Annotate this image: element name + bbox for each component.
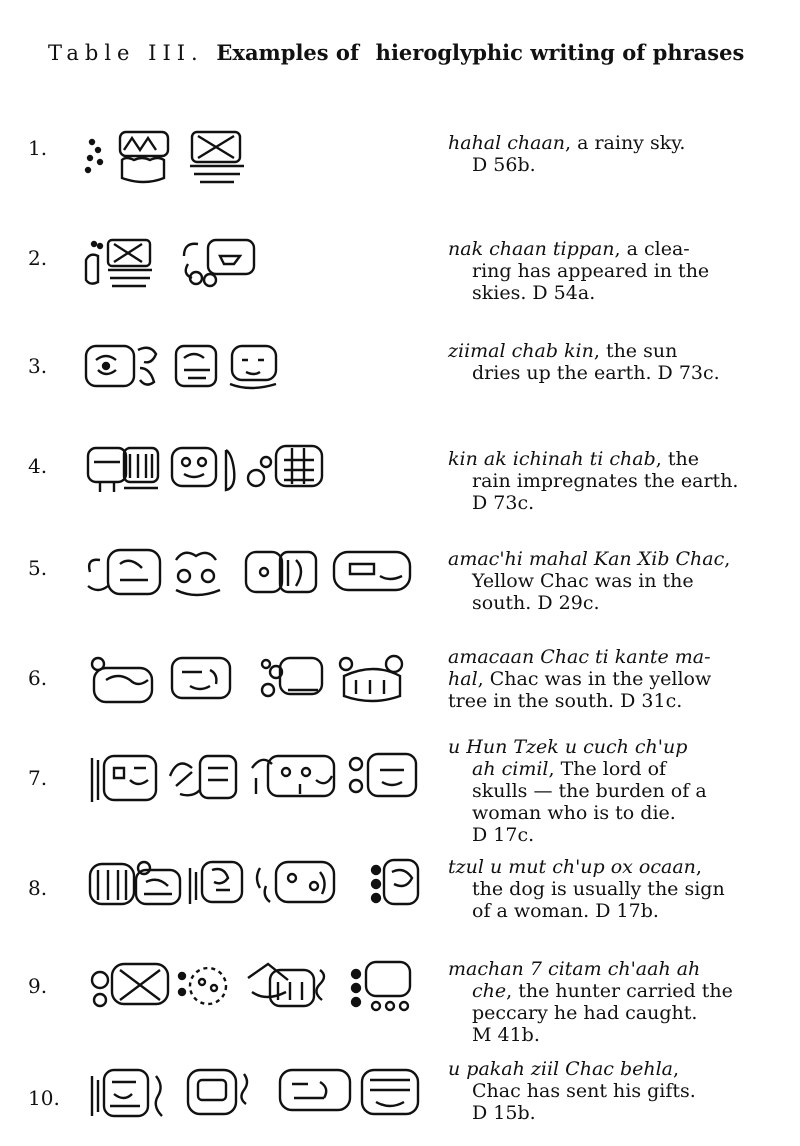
- maya-phrase: kin ak ichinah ti chab: [448, 448, 656, 470]
- maya-phrase: tzul u mut ch'up ox ocaan: [448, 856, 696, 878]
- text-line: D 73c.: [472, 492, 535, 514]
- text-line: skulls — the burden of a: [472, 780, 707, 802]
- glyph-block-icon: [80, 958, 430, 1038]
- maya-phrase-cont: che: [472, 980, 507, 1002]
- translation: ,: [724, 548, 731, 570]
- row-number: 5.: [28, 556, 48, 580]
- text-line: the dog is usually the sign: [472, 878, 725, 900]
- glyph-block-icon: [80, 650, 430, 730]
- translation: ,: [695, 856, 702, 878]
- table-heading-rest: hieroglyphic writing of phrases: [375, 40, 745, 65]
- phrase-text: [448, 1058, 748, 1124]
- phrase-text: [448, 856, 748, 922]
- text-line: tree in the south. D 31c.: [448, 690, 683, 712]
- table-title: [48, 40, 768, 65]
- translation: , the sun: [593, 340, 678, 362]
- phrase-text: [448, 238, 748, 304]
- row-number: 3.: [28, 354, 48, 378]
- row-number: 6.: [28, 666, 48, 690]
- glyph-block-icon: [80, 236, 430, 316]
- maya-phrase: amac'hi mahal Kan Xib Chac: [448, 548, 725, 570]
- phrase-text: [448, 736, 748, 846]
- text-line: south. D 29c.: [472, 592, 600, 614]
- phrase-text: [448, 340, 748, 384]
- text-line: woman who is to die.: [472, 802, 676, 824]
- text-line: Chac has sent his gifts.: [472, 1080, 696, 1102]
- row-number: 1.: [28, 136, 48, 160]
- row-number: 8.: [28, 876, 48, 900]
- text-line: rain impregnates the earth.: [472, 470, 739, 492]
- phrase-text: [448, 958, 748, 1046]
- maya-phrase: ziimal chab kin: [448, 340, 594, 362]
- translation: , a clea-: [614, 238, 690, 260]
- text-line: , Chac was in the yellow: [477, 668, 712, 690]
- glyph-block-icon: [80, 1064, 430, 1144]
- glyph-block-icon: [80, 856, 430, 936]
- phrase-text: [448, 448, 748, 514]
- glyph-block-icon: [80, 750, 430, 830]
- phrase-text: [448, 132, 748, 176]
- translation: , the: [655, 448, 699, 470]
- row-number: 2.: [28, 246, 48, 270]
- text-line: Yellow Chac was in the: [472, 570, 694, 592]
- text-line: ring has appeared in the: [472, 260, 710, 282]
- text-line: D 56b.: [472, 154, 536, 176]
- phrase-text: [448, 646, 748, 712]
- maya-phrase: u pakah ziil Chac behla: [448, 1058, 673, 1080]
- maya-phrase-cont: ah cimil: [472, 758, 549, 780]
- text-line: D 17c.: [472, 824, 535, 846]
- table-heading: Examples of: [216, 40, 359, 65]
- text-line: peccary he had caught.: [472, 1002, 698, 1024]
- glyph-block-icon: [80, 340, 430, 420]
- row-number: 10.: [28, 1086, 60, 1110]
- row-number: 4.: [28, 454, 48, 478]
- text-line: of a woman. D 17b.: [472, 900, 659, 922]
- glyph-block-icon: [80, 130, 430, 210]
- text-line: D 15b.: [472, 1102, 536, 1124]
- maya-phrase: amacaan Chac ti kante ma-: [448, 646, 711, 668]
- glyph-block-icon: [80, 546, 430, 626]
- maya-phrase: nak chaan tippan: [448, 238, 615, 260]
- maya-phrase: machan 7 citam ch'aah ah: [448, 958, 701, 980]
- phrase-text: [448, 548, 748, 614]
- maya-phrase: u Hun Tzek u cuch ch'up: [448, 736, 688, 758]
- text-line: dries up the earth. D 73c.: [472, 362, 720, 384]
- row-number: 9.: [28, 974, 48, 998]
- text-line: , The lord of: [548, 758, 667, 780]
- text-line: skies. D 54a.: [472, 282, 596, 304]
- text-line: , the hunter carried the: [506, 980, 733, 1002]
- text-line: M 41b.: [472, 1024, 540, 1046]
- translation: , a rainy sky.: [565, 132, 686, 154]
- maya-phrase-cont: hal: [448, 668, 478, 690]
- maya-phrase: hahal chaan: [448, 132, 566, 154]
- table-label: Table III.: [48, 41, 204, 65]
- translation: ,: [673, 1058, 680, 1080]
- row-number: 7.: [28, 766, 48, 790]
- glyph-block-icon: [80, 440, 430, 520]
